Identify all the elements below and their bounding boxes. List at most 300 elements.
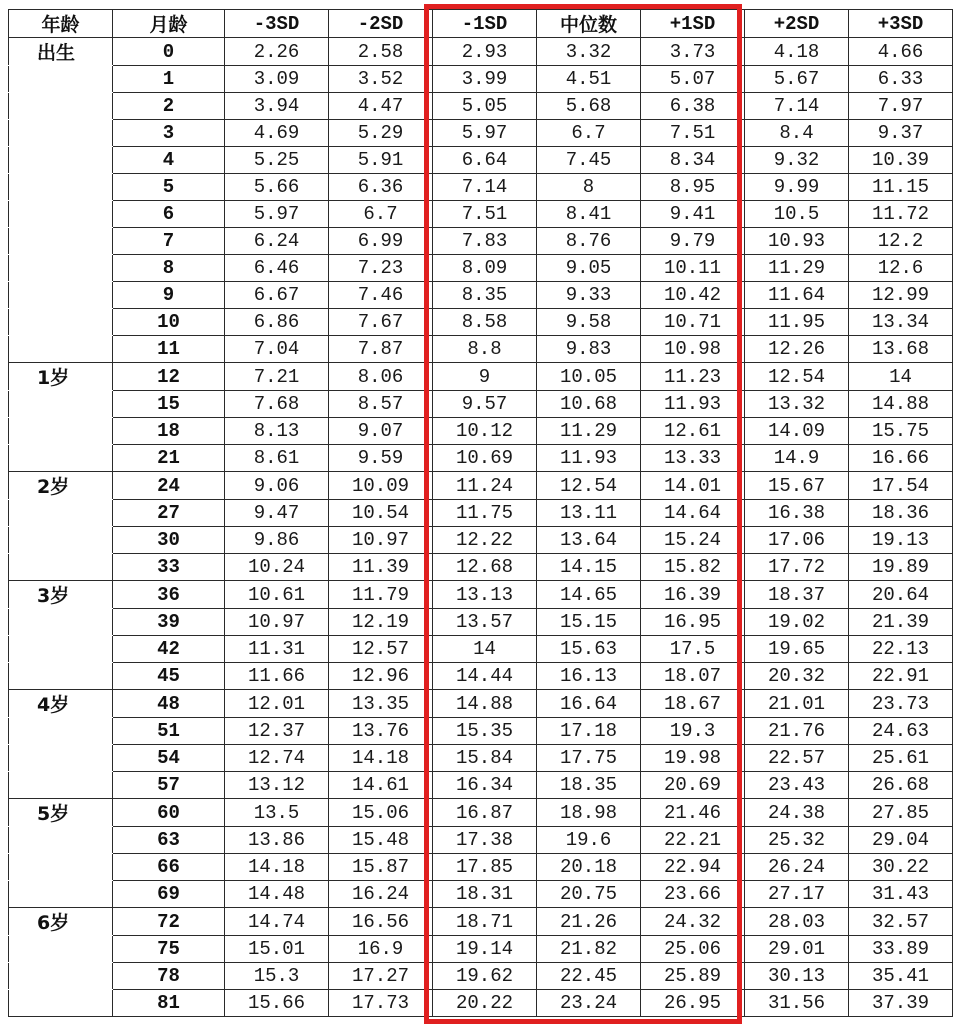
month-cell: 6 [113,201,225,228]
value-cell: 4.47 [329,93,433,120]
value-cell: 7.46 [329,282,433,309]
age-cell [9,854,113,881]
value-cell: 11.72 [849,201,953,228]
value-cell: 11.79 [329,581,433,609]
value-cell: 8.13 [225,418,329,445]
value-cell: 7.21 [225,363,329,391]
value-cell: 16.39 [641,581,745,609]
value-cell: 9 [433,363,537,391]
value-cell: 11.31 [225,636,329,663]
value-cell: 13.12 [225,772,329,799]
table-row [9,799,953,827]
header-minus2sd: -2SD [329,10,433,38]
value-cell: 3.52 [329,66,433,93]
value-cell: 12.19 [329,609,433,636]
age-cell [9,718,113,745]
value-cell: 19.3 [641,718,745,745]
value-cell: 7.83 [433,228,537,255]
value-cell: 20.18 [537,854,641,881]
value-cell: 31.43 [849,881,953,908]
value-cell: 12.2 [849,228,953,255]
month-cell: 15 [113,391,225,418]
value-cell: 6.99 [329,228,433,255]
age-cell [9,336,113,363]
age-cell [9,990,113,1017]
value-cell: 11.93 [537,445,641,472]
value-cell: 12.96 [329,663,433,690]
value-cell: 9.83 [537,336,641,363]
value-cell: 9.05 [537,255,641,282]
table-row [9,93,953,120]
month-cell: 81 [113,990,225,1017]
month-cell: 9 [113,282,225,309]
value-cell: 14.64 [641,500,745,527]
value-cell: 13.76 [329,718,433,745]
value-cell: 5.05 [433,93,537,120]
table-row [9,881,953,908]
value-cell: 15.66 [225,990,329,1017]
month-cell: 39 [113,609,225,636]
value-cell: 17.27 [329,963,433,990]
value-cell: 17.54 [849,472,953,500]
value-cell: 14.65 [537,581,641,609]
table-row [9,228,953,255]
value-cell: 24.38 [745,799,849,827]
value-cell: 8 [537,174,641,201]
value-cell: 20.75 [537,881,641,908]
table-row [9,309,953,336]
month-cell: 12 [113,363,225,391]
value-cell: 10.12 [433,418,537,445]
value-cell: 10.97 [225,609,329,636]
value-cell: 5.25 [225,147,329,174]
month-cell: 51 [113,718,225,745]
age-cell [9,609,113,636]
value-cell: 8.8 [433,336,537,363]
value-cell: 19.14 [433,936,537,963]
month-cell: 7 [113,228,225,255]
value-cell: 16.95 [641,609,745,636]
value-cell: 14.88 [849,391,953,418]
value-cell: 7.51 [641,120,745,147]
value-cell: 20.32 [745,663,849,690]
age-cell [9,66,113,93]
month-cell: 24 [113,472,225,500]
value-cell: 3.32 [537,38,641,66]
age-cell [9,445,113,472]
value-cell: 11.64 [745,282,849,309]
value-cell: 7.67 [329,309,433,336]
value-cell: 17.72 [745,554,849,581]
value-cell: 12.26 [745,336,849,363]
value-cell: 16.9 [329,936,433,963]
value-cell: 7.68 [225,391,329,418]
value-cell: 18.98 [537,799,641,827]
value-cell: 5.91 [329,147,433,174]
value-cell: 6.46 [225,255,329,282]
value-cell: 8.57 [329,391,433,418]
table-row [9,527,953,554]
value-cell: 13.57 [433,609,537,636]
value-cell: 18.67 [641,690,745,718]
value-cell: 8.06 [329,363,433,391]
value-cell: 15.63 [537,636,641,663]
table-row [9,120,953,147]
age-cell [9,309,113,336]
value-cell: 11.29 [745,255,849,282]
value-cell: 8.09 [433,255,537,282]
value-cell: 8.95 [641,174,745,201]
value-cell: 3.09 [225,66,329,93]
age-cell [9,963,113,990]
value-cell: 14.9 [745,445,849,472]
value-cell: 19.6 [537,827,641,854]
value-cell: 10.05 [537,363,641,391]
value-cell: 8.4 [745,120,849,147]
value-cell: 26.95 [641,990,745,1017]
value-cell: 16.56 [329,908,433,936]
value-cell: 18.07 [641,663,745,690]
table-header [9,10,953,38]
header-age: 年龄 [9,10,113,38]
value-cell: 10.68 [537,391,641,418]
value-cell: 6.86 [225,309,329,336]
value-cell: 6.64 [433,147,537,174]
month-cell: 1 [113,66,225,93]
table-row [9,472,953,500]
month-cell: 8 [113,255,225,282]
table-row [9,936,953,963]
table-row [9,66,953,93]
value-cell: 14.09 [745,418,849,445]
value-cell: 30.13 [745,963,849,990]
value-cell: 11.93 [641,391,745,418]
value-cell: 8.58 [433,309,537,336]
value-cell: 19.02 [745,609,849,636]
value-cell: 32.57 [849,908,953,936]
value-cell: 19.65 [745,636,849,663]
value-cell: 12.57 [329,636,433,663]
value-cell: 10.98 [641,336,745,363]
value-cell: 12.54 [745,363,849,391]
value-cell: 4.66 [849,38,953,66]
month-cell: 11 [113,336,225,363]
age-cell [9,201,113,228]
month-cell: 54 [113,745,225,772]
value-cell: 9.07 [329,418,433,445]
value-cell: 20.22 [433,990,537,1017]
table-row [9,391,953,418]
value-cell: 19.89 [849,554,953,581]
table-row [9,636,953,663]
value-cell: 13.68 [849,336,953,363]
value-cell: 2.93 [433,38,537,66]
value-cell: 8.61 [225,445,329,472]
value-cell: 37.39 [849,990,953,1017]
age-cell [9,418,113,445]
month-cell: 78 [113,963,225,990]
value-cell: 10.09 [329,472,433,500]
value-cell: 16.24 [329,881,433,908]
value-cell: 28.03 [745,908,849,936]
value-cell: 6.36 [329,174,433,201]
value-cell: 13.11 [537,500,641,527]
value-cell: 12.74 [225,745,329,772]
value-cell: 27.85 [849,799,953,827]
value-cell: 10.71 [641,309,745,336]
value-cell: 6.67 [225,282,329,309]
table-row [9,445,953,472]
age-cell [9,554,113,581]
value-cell: 9.58 [537,309,641,336]
value-cell: 21.26 [537,908,641,936]
value-cell: 10.69 [433,445,537,472]
value-cell: 10.97 [329,527,433,554]
value-cell: 13.33 [641,445,745,472]
value-cell: 12.22 [433,527,537,554]
value-cell: 13.32 [745,391,849,418]
value-cell: 10.93 [745,228,849,255]
table-row [9,336,953,363]
age-cell [9,527,113,554]
value-cell: 16.66 [849,445,953,472]
month-cell: 66 [113,854,225,881]
header-row [9,10,953,38]
table-row [9,718,953,745]
value-cell: 4.18 [745,38,849,66]
value-cell: 14.18 [225,854,329,881]
age-cell: 1岁 [9,363,113,391]
table-row [9,201,953,228]
value-cell: 5.66 [225,174,329,201]
table-row [9,554,953,581]
value-cell: 31.56 [745,990,849,1017]
value-cell: 20.64 [849,581,953,609]
value-cell: 13.86 [225,827,329,854]
table-row [9,147,953,174]
value-cell: 15.75 [849,418,953,445]
table-row [9,772,953,799]
age-cell [9,745,113,772]
value-cell: 19.98 [641,745,745,772]
value-cell: 19.13 [849,527,953,554]
value-cell: 15.35 [433,718,537,745]
value-cell: 14.15 [537,554,641,581]
age-cell [9,827,113,854]
table-row [9,418,953,445]
value-cell: 11.29 [537,418,641,445]
value-cell: 14.18 [329,745,433,772]
value-cell: 21.82 [537,936,641,963]
value-cell: 7.14 [745,93,849,120]
month-cell: 60 [113,799,225,827]
value-cell: 8.76 [537,228,641,255]
age-cell: 4岁 [9,690,113,718]
value-cell: 21.39 [849,609,953,636]
value-cell: 6.33 [849,66,953,93]
value-cell: 10.61 [225,581,329,609]
value-cell: 16.38 [745,500,849,527]
value-cell: 14 [433,636,537,663]
value-cell: 7.04 [225,336,329,363]
value-cell: 7.45 [537,147,641,174]
table-row [9,38,953,66]
value-cell: 12.6 [849,255,953,282]
value-cell: 22.57 [745,745,849,772]
value-cell: 5.67 [745,66,849,93]
value-cell: 17.38 [433,827,537,854]
value-cell: 23.66 [641,881,745,908]
value-cell: 16.64 [537,690,641,718]
value-cell: 25.32 [745,827,849,854]
value-cell: 17.85 [433,854,537,881]
value-cell: 25.61 [849,745,953,772]
value-cell: 9.41 [641,201,745,228]
value-cell: 6.24 [225,228,329,255]
month-cell: 2 [113,93,225,120]
value-cell: 9.86 [225,527,329,554]
value-cell: 7.51 [433,201,537,228]
value-cell: 15.15 [537,609,641,636]
value-cell: 22.94 [641,854,745,881]
value-cell: 4.51 [537,66,641,93]
age-cell [9,391,113,418]
value-cell: 12.01 [225,690,329,718]
value-cell: 11.39 [329,554,433,581]
value-cell: 11.66 [225,663,329,690]
month-cell: 69 [113,881,225,908]
value-cell: 17.18 [537,718,641,745]
value-cell: 14 [849,363,953,391]
value-cell: 22.21 [641,827,745,854]
value-cell: 2.58 [329,38,433,66]
value-cell: 9.79 [641,228,745,255]
value-cell: 9.47 [225,500,329,527]
table-row [9,663,953,690]
value-cell: 23.73 [849,690,953,718]
value-cell: 18.71 [433,908,537,936]
value-cell: 23.43 [745,772,849,799]
table-row [9,174,953,201]
age-cell: 3岁 [9,581,113,609]
month-cell: 57 [113,772,225,799]
month-cell: 5 [113,174,225,201]
value-cell: 10.42 [641,282,745,309]
value-cell: 13.64 [537,527,641,554]
value-cell: 17.06 [745,527,849,554]
month-cell: 63 [113,827,225,854]
value-cell: 16.87 [433,799,537,827]
value-cell: 8.41 [537,201,641,228]
value-cell: 20.69 [641,772,745,799]
month-cell: 18 [113,418,225,445]
value-cell: 10.39 [849,147,953,174]
value-cell: 15.3 [225,963,329,990]
header-minus3sd: -3SD [225,10,329,38]
value-cell: 8.34 [641,147,745,174]
value-cell: 5.68 [537,93,641,120]
value-cell: 22.45 [537,963,641,990]
age-cell: 6岁 [9,908,113,936]
value-cell: 3.94 [225,93,329,120]
table-row [9,827,953,854]
value-cell: 9.57 [433,391,537,418]
value-cell: 5.97 [225,201,329,228]
age-cell: 出生 [9,38,113,66]
value-cell: 14.74 [225,908,329,936]
age-cell [9,147,113,174]
value-cell: 11.95 [745,309,849,336]
value-cell: 13.5 [225,799,329,827]
month-cell: 33 [113,554,225,581]
age-cell [9,228,113,255]
value-cell: 11.75 [433,500,537,527]
value-cell: 24.32 [641,908,745,936]
growth-table [8,9,953,1017]
value-cell: 12.68 [433,554,537,581]
month-cell: 36 [113,581,225,609]
value-cell: 18.35 [537,772,641,799]
month-cell: 21 [113,445,225,472]
value-cell: 9.37 [849,120,953,147]
age-cell: 5岁 [9,799,113,827]
value-cell: 15.87 [329,854,433,881]
value-cell: 10.24 [225,554,329,581]
value-cell: 9.33 [537,282,641,309]
value-cell: 26.24 [745,854,849,881]
value-cell: 25.06 [641,936,745,963]
month-cell: 42 [113,636,225,663]
value-cell: 12.54 [537,472,641,500]
value-cell: 9.06 [225,472,329,500]
value-cell: 9.32 [745,147,849,174]
value-cell: 12.61 [641,418,745,445]
table-row [9,581,953,609]
table-row [9,255,953,282]
table-row [9,363,953,391]
header-minus1sd: -1SD [433,10,537,38]
value-cell: 6.7 [537,120,641,147]
table-row [9,609,953,636]
value-cell: 4.69 [225,120,329,147]
month-cell: 3 [113,120,225,147]
value-cell: 3.99 [433,66,537,93]
age-cell: 2岁 [9,472,113,500]
age-cell [9,120,113,147]
month-cell: 75 [113,936,225,963]
age-cell [9,174,113,201]
header-median: 中位数 [537,10,641,38]
value-cell: 16.34 [433,772,537,799]
value-cell: 24.63 [849,718,953,745]
month-cell: 10 [113,309,225,336]
value-cell: 7.23 [329,255,433,282]
month-cell: 48 [113,690,225,718]
month-cell: 30 [113,527,225,554]
value-cell: 30.22 [849,854,953,881]
month-cell: 72 [113,908,225,936]
value-cell: 13.13 [433,581,537,609]
value-cell: 26.68 [849,772,953,799]
value-cell: 19.62 [433,963,537,990]
value-cell: 5.07 [641,66,745,93]
value-cell: 11.15 [849,174,953,201]
value-cell: 15.82 [641,554,745,581]
value-cell: 7.14 [433,174,537,201]
value-cell: 18.36 [849,500,953,527]
value-cell: 22.13 [849,636,953,663]
value-cell: 18.31 [433,881,537,908]
